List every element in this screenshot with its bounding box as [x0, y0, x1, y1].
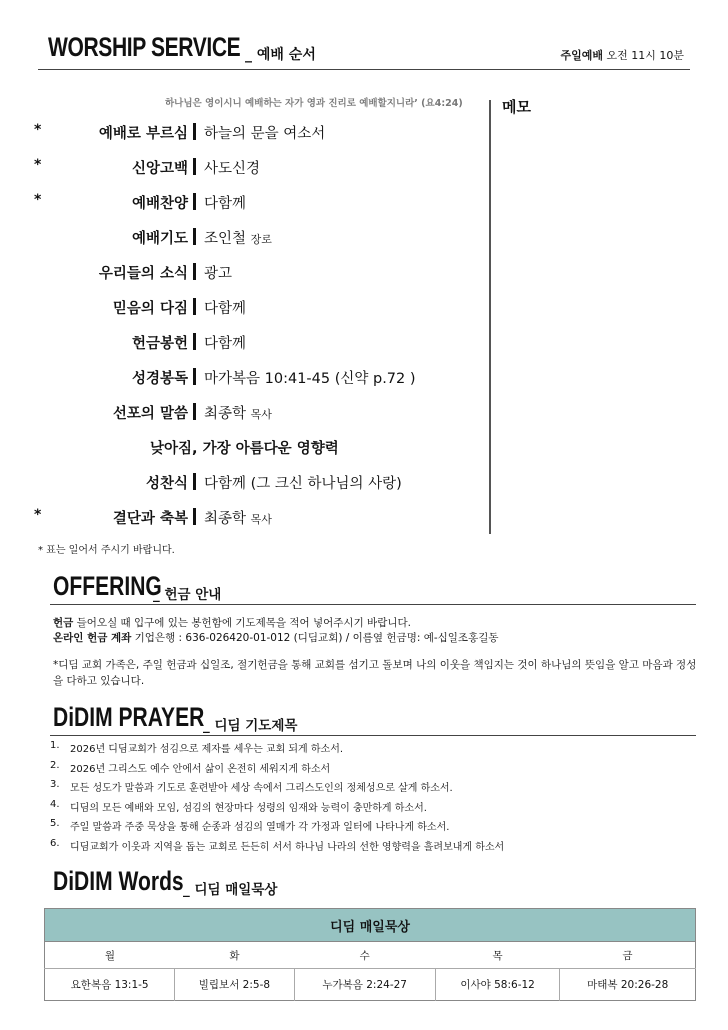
online-account-line: 온라인 헌금 계좌 기업은행 : 636-026420-01-012 (디딤교회) / 이름옆 헌금명: 예-십일조홍길동: [53, 632, 499, 644]
order-label: 신앙고백: [131, 161, 188, 177]
order-value: 최종학 목사: [204, 406, 272, 422]
role-title: 목사: [250, 513, 272, 526]
order-label: 예배기도: [131, 231, 188, 247]
offering-subtitle: _ 헌금 안내: [153, 587, 222, 603]
order-value: 다함께: [204, 301, 247, 317]
devotion-table: [44, 908, 696, 1001]
prayer-list: [50, 740, 700, 857]
order-item: [30, 507, 480, 529]
page-subtitle: _ 예배 순서: [245, 47, 316, 63]
offering-line: 헌금 들어오실 때 입구에 있는 봉헌함에 기도제목을 적어 넣어주시기 바랍니다.: [53, 617, 411, 629]
order-label: 믿음의 다짐: [112, 301, 188, 317]
day-header: 목: [435, 942, 560, 969]
offering-title: OFFERING: [53, 571, 162, 601]
order-item: [30, 227, 480, 249]
order-item: [30, 157, 480, 179]
list-item: 5. 주일 말씀과 주중 묵상을 통해 순종과 섬김의 열매가 각 가정과 일터에 나타나게 하소서.: [50, 818, 450, 833]
order-item: [30, 332, 480, 354]
order-item: [30, 122, 480, 144]
separator-bar: [193, 473, 196, 490]
separator-bar: [193, 193, 196, 210]
separator-bar: [193, 333, 196, 350]
column-divider: [489, 100, 491, 534]
prayer-header: [50, 702, 696, 736]
online-account-label: 온라인 헌금 계좌: [53, 632, 132, 644]
separator-bar: [193, 298, 196, 315]
order-item: [30, 472, 480, 494]
separator-bar: [193, 508, 196, 525]
separator-bar: [193, 368, 196, 385]
separator-bar: [193, 403, 196, 420]
table-row: [45, 942, 696, 969]
separator-bar: [193, 158, 196, 175]
words-subtitle: _ 디딤 매일묵상: [183, 882, 278, 898]
list-item: 1. 2026년 디딤교회가 섬김으로 제자를 세우는 교회 되게 하소서.: [50, 740, 344, 755]
order-label: 성찬식: [145, 476, 188, 492]
list-item: 3. 모든 성도가 말씀과 기도로 훈련받아 세상 속에서 그리스도인의 정체성으로 살게 하소서.: [50, 779, 453, 794]
prayer-subtitle: _ 디딤 기도제목: [203, 718, 298, 734]
scripture-reference: 마태복 20:26-28: [560, 969, 696, 1001]
order-label: 성경봉독: [131, 371, 188, 387]
list-item: 6. 디딤교회가 이웃과 지역을 돕는 교회로 든든히 서서 하나님 나라의 선한 영향력을 흘려보내게 하소서: [50, 837, 505, 853]
order-value: 마가복음 10:41-45 (신약 p.72 ): [204, 371, 416, 387]
words-header: [50, 866, 696, 896]
day-header: 금: [560, 942, 696, 969]
separator-bar: [193, 228, 196, 245]
offering-note: *디딤 교회 가족은, 주일 헌금과 십일조, 절기헌금을 통해 교회를 섬기고 돌보며 나의 이웃을 책임지는 것이 하나님의 뜻임을 알고 마음과 정성을 다하고 있습니다.: [53, 659, 697, 687]
role-title: 목사: [250, 408, 272, 421]
order-value: 다함께: [204, 336, 247, 352]
devotion-table-title: 디딤 매일묵상: [45, 909, 696, 942]
day-header: 수: [294, 942, 435, 969]
order-value: 다함께 (그 크신 하나님의 사랑): [204, 476, 402, 492]
scripture-reference: 이사야 58:6-12: [435, 969, 560, 1001]
offering-label: 헌금: [53, 617, 74, 629]
words-title: DiDIM Words: [53, 866, 184, 896]
table-row: [45, 969, 696, 1001]
scripture-verse: 하나님은 영이시니 예배하는 자가 영과 진리로 예배할지니라’ (요4:24): [165, 98, 463, 109]
order-item: [30, 262, 480, 284]
standing-note: * 표는 일어서 주시기 바랍니다.: [38, 545, 175, 556]
sermon-title: 낮아짐, 가장 아름다운 영향력: [150, 441, 339, 457]
order-label: 선포의 말씀: [112, 406, 188, 422]
service-name: 주일예배: [560, 49, 603, 62]
order-value: 조인철 장로: [204, 231, 272, 247]
service-info: [560, 47, 684, 63]
order-value: 다함께: [204, 196, 247, 212]
scripture-reference: 요한복음 13:1-5: [70, 979, 149, 991]
order-label: 예배로 부르심: [98, 126, 188, 142]
service-time: 오전 11시 10분: [606, 49, 684, 62]
order-label: 결단과 축복: [112, 511, 188, 527]
scripture-reference: 빌립보서 2:5-8: [175, 969, 294, 1001]
order-value: 최종학 목사: [204, 511, 272, 527]
order-label: 헌금봉헌: [131, 336, 188, 352]
order-value: 사도신경: [204, 161, 261, 177]
scripture-reference: 누가복음 2:24-27: [294, 969, 435, 1001]
order-item: [30, 297, 480, 319]
offering-header: [50, 571, 696, 605]
order-value: 광고: [204, 266, 233, 282]
worship-header: [38, 30, 690, 70]
list-item: 2. 2026년 그리스도 예수 안에서 삶이 온전히 세워지게 하소서: [50, 759, 331, 775]
prayer-title: DiDIM PRAYER: [53, 702, 205, 732]
order-item: [30, 367, 480, 389]
day-header: 화: [175, 942, 294, 969]
day-header: 월: [45, 942, 175, 969]
page-title: WORSHIP SERVICE: [48, 32, 241, 62]
list-item: 4. 디딤의 모든 예배와 모임, 섬김의 현장마다 성령의 임재와 능력이 충만하게 하소서.: [50, 798, 427, 814]
standing-mark: *: [34, 192, 42, 208]
order-value: 하늘의 문을 여소서: [204, 126, 326, 142]
order-label: 예배찬양: [131, 196, 188, 212]
order-label: 우리들의 소식: [98, 266, 188, 282]
standing-mark: *: [34, 122, 42, 138]
standing-mark: *: [34, 507, 42, 523]
role-title: 장로: [250, 233, 272, 246]
separator-bar: [193, 123, 196, 140]
separator-bar: [193, 263, 196, 280]
memo-label: 메모: [502, 98, 531, 116]
standing-mark: *: [34, 157, 42, 173]
order-item: [30, 402, 480, 424]
order-item: [30, 192, 480, 214]
